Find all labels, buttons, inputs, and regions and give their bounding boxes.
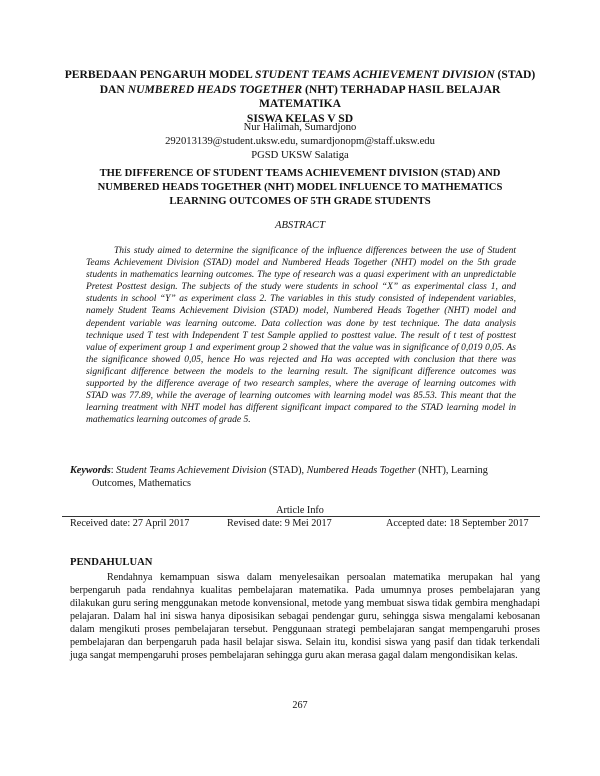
title-id-stad-italic: STUDENT TEAMS ACHIEVEMENT DIVISION	[255, 68, 495, 81]
title-id-part4: DAN	[99, 82, 128, 96]
received-date: Received date: 27 April 2017	[70, 518, 190, 529]
title-indonesian	[60, 68, 540, 126]
keywords-sep: :	[110, 465, 117, 476]
section-heading: PENDAHULUAN	[70, 557, 153, 568]
title-id-part6: (NHT) TERHADAP HASIL BELAJAR MATEMATIKA	[258, 82, 501, 110]
author-block	[60, 121, 540, 163]
abstract-heading: ABSTRACT	[274, 220, 326, 231]
keyword-nht-italic: Numbered Heads Together	[306, 465, 416, 476]
title-english	[70, 167, 530, 209]
revised-date: Revised date: 9 Mei 2017	[227, 518, 332, 529]
title-en-line1: THE DIFFERENCE OF STUDENT TEAMS ACHIEVEMENT DIVISION (STAD) AND	[99, 168, 501, 179]
page-number: 267	[292, 700, 308, 711]
title-id-part3: (STAD)	[494, 68, 536, 81]
keyword-stad-italic: Student Teams Achievement Division	[116, 465, 267, 476]
abstract-body	[86, 245, 516, 426]
article-info-divider	[62, 516, 540, 517]
title-id-part1: PERBEDAAN PENGARUH MODEL	[64, 68, 256, 81]
abstract-text: This study aimed to determine the significance of the influence differences between the use of Student Teams Achievement Division (STAD) model and Numbered Heads Together (NHT) model on the 5th grade students in mathematics learning outcomes. The type of research was a quasi experiment with an unpredictable Pretest Posttest design. The subjects of the study were students in school “X” as experimental class 1, and students in school “Y” as experiment class 2. The variables in this study consisted of independent variables, namely Student Teams Achievement Division (STAD) model, Numbered Heads Together (NHT) model and dependent variable was learning outcome. Data collection was done by test technique. The data analysis technique used T test with Independent T test Sample applied to posttest value. The result of t test of posttest value of experiment group 1 and experiment group 2 showed that the value was in significance of 0,019 0,05. As the significance showed 0,05, hence Ho was rejected and Ha was accepted with conclusion that there was significant difference between the models to the learning result. The significant difference outcomes was supported by the difference average of two research samples, where the average of learning outcomes with STAD was 77.89, while the average of learning outcomes with learning model was 85.53. This meant that the learning treatment with NHT model has different significant impact compared to the STAD learning model in mathematics learning outcomes of grade 5.	[86, 246, 516, 426]
keywords-block	[70, 464, 540, 490]
title-en-line3: LEARNING OUTCOMES OF 5TH GRADE STUDENTS	[169, 196, 431, 207]
keyword-nht-rest: (NHT), Learning	[415, 465, 488, 476]
keywords-label: Keywords	[70, 465, 111, 476]
keywords-continuation: Outcomes, Mathematics	[92, 478, 192, 489]
article-info-heading: Article Info	[276, 505, 324, 516]
title-en-line2: NUMBERED HEADS TOGETHER (NHT) MODEL INFLUENCE TO MATHEMATICS	[97, 182, 503, 193]
section-paragraph: Rendahnya kemampuan siswa dalam menyelesaikan persoalan matematika merupakan hal yang berpengaruh pada rendahnya kualitas pembelajaran matematika. Pada umumnya proses pembelajaran yang dilakukan guru sering menggunakan metode konvensional, metode yang membuat siswa tidak gembira menghadapi pelajaran. Dalam hal ini siswa hanya diposisikan sebagai pendengar guru, sehingga siswa mengalami kebosanan dalam mengikuti proses pembelajaran tersebut. Penggunaan strategi pembelajaran sangat mempengaruhi proses pembelajaran dan berpengaruh pada hasil belajar siswa. Selain itu, kondisi siswa yang pasif dan tidak terkendali juga sangat mempengaruhi proses pembelajaran sehingga guru akan merasa gagal dalam mengondisikan kelas.	[70, 572, 540, 661]
author-emails: 292013139@student.uksw.edu, sumardjonopm@staff.uksw.edu	[165, 136, 435, 147]
title-id-part7: SISWA KELAS V SD	[246, 111, 354, 125]
section-body	[70, 571, 540, 662]
title-id-nht-italic: NUMBERED HEADS TOGETHER	[127, 82, 303, 96]
author-affiliation: PGSD UKSW Salatiga	[251, 150, 349, 161]
author-names: Nur Halimah, Sumardjono	[243, 122, 357, 133]
keyword-stad-rest: (STAD),	[266, 465, 307, 476]
accepted-date: Accepted date: 18 September 2017	[386, 518, 529, 529]
